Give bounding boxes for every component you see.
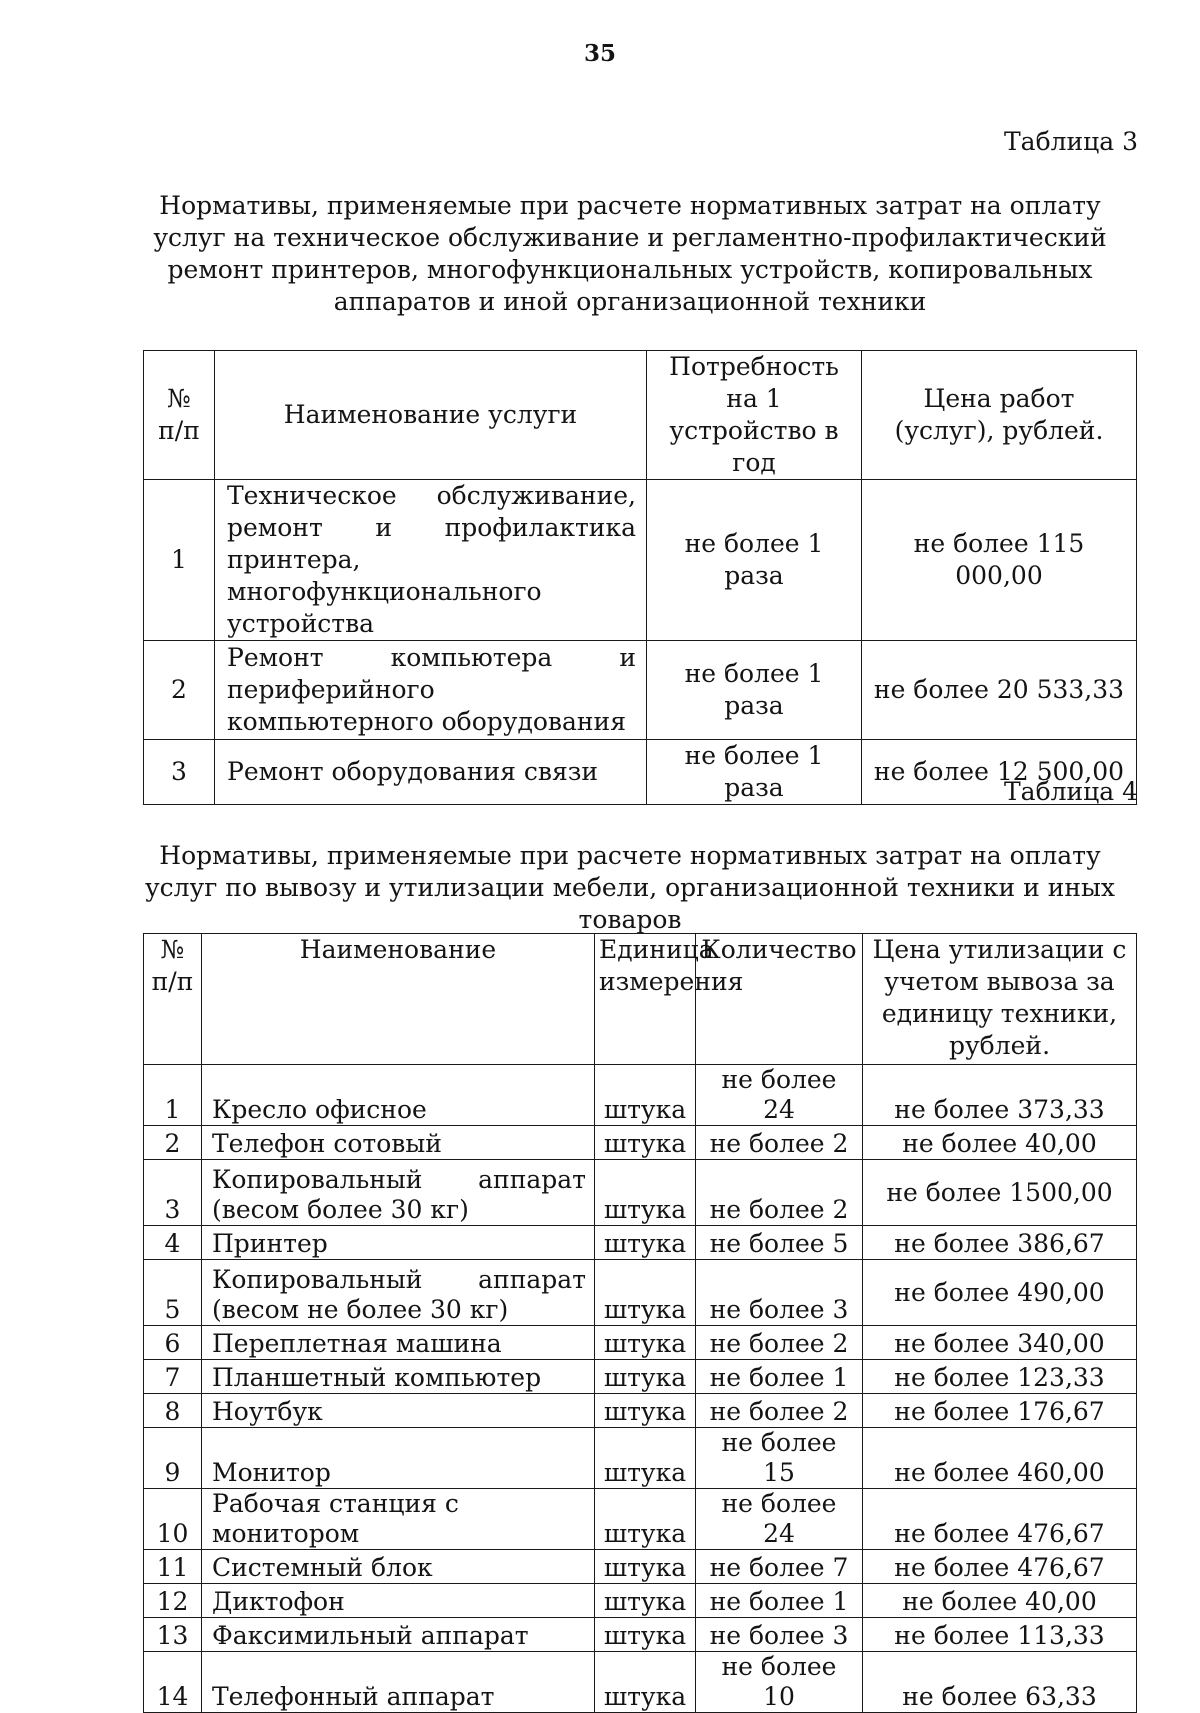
row-num: 7 bbox=[144, 1360, 202, 1394]
row-price: не более 123,33 bbox=[863, 1360, 1137, 1394]
row-num: 6 bbox=[144, 1326, 202, 1360]
row-price: не более 460,00 bbox=[863, 1428, 1137, 1489]
page-number: 35 bbox=[583, 40, 616, 67]
row-num: 2 bbox=[144, 1126, 202, 1160]
row-price: не более 63,33 bbox=[863, 1652, 1137, 1713]
row-price: не более 176,67 bbox=[863, 1394, 1137, 1428]
row-qty: не более 1 bbox=[696, 1584, 863, 1618]
row-name: Монитор bbox=[202, 1428, 595, 1489]
row-num: 2 bbox=[144, 641, 215, 740]
row-name: Техническое обслуживание, ремонт и профилактика принтера, многофункционального устройства bbox=[215, 480, 647, 641]
row-need: не более 1 раза bbox=[647, 740, 862, 805]
row-num: 4 bbox=[144, 1226, 202, 1260]
table-header-row bbox=[144, 351, 1137, 480]
row-num: 9 bbox=[144, 1428, 202, 1489]
row-qty: не более 1 bbox=[696, 1360, 863, 1394]
table-row bbox=[144, 1489, 1137, 1550]
header-name: Наименование услуги bbox=[215, 351, 647, 480]
table-row bbox=[144, 641, 1137, 740]
row-name: Кресло офисное bbox=[202, 1065, 595, 1126]
table-row bbox=[144, 1360, 1137, 1394]
row-price: не более 113,33 bbox=[863, 1618, 1137, 1652]
table-row bbox=[144, 1618, 1137, 1652]
table-row bbox=[144, 1550, 1137, 1584]
row-num: 12 bbox=[144, 1584, 202, 1618]
row-qty: не более 24 bbox=[696, 1489, 863, 1550]
row-num: 11 bbox=[144, 1550, 202, 1584]
row-name: Системный блок bbox=[202, 1550, 595, 1584]
table-row bbox=[144, 1126, 1137, 1160]
row-unit: штука bbox=[595, 1065, 696, 1126]
row-price: не более 340,00 bbox=[863, 1326, 1137, 1360]
row-name: Копировальный аппарат (весом не более 30 кг) bbox=[202, 1260, 595, 1326]
row-num: 8 bbox=[144, 1394, 202, 1428]
row-num: 10 bbox=[144, 1489, 202, 1550]
row-unit: штука bbox=[595, 1260, 696, 1326]
row-qty: не более 15 bbox=[696, 1428, 863, 1489]
row-need: не более 1 раза bbox=[647, 480, 862, 641]
row-num: 5 bbox=[144, 1260, 202, 1326]
row-qty: не более 7 bbox=[696, 1550, 863, 1584]
table4-caption: Таблица 4 bbox=[1003, 777, 1138, 806]
row-name: Ноутбук bbox=[202, 1394, 595, 1428]
row-price: не более 1500,00 bbox=[863, 1160, 1137, 1226]
row-name: Копировальный аппарат (весом более 30 кг) bbox=[202, 1160, 595, 1226]
row-unit: штука bbox=[595, 1126, 696, 1160]
row-unit: штука bbox=[595, 1326, 696, 1360]
row-name: Диктофон bbox=[202, 1584, 595, 1618]
row-num: 3 bbox=[144, 740, 215, 805]
row-price: не более 115 000,00 bbox=[862, 480, 1137, 641]
table-row bbox=[144, 1584, 1137, 1618]
table-row bbox=[144, 1160, 1137, 1226]
row-need: не более 1 раза bbox=[647, 641, 862, 740]
row-price: не более 490,00 bbox=[863, 1260, 1137, 1326]
table-row bbox=[144, 1065, 1137, 1126]
row-unit: штука bbox=[595, 1226, 696, 1260]
header-price: Цена работ (услуг), рублей. bbox=[862, 351, 1137, 480]
row-price: не более 476,67 bbox=[863, 1489, 1137, 1550]
row-qty: не более 2 bbox=[696, 1326, 863, 1360]
row-num: 13 bbox=[144, 1618, 202, 1652]
table-row bbox=[144, 1260, 1137, 1326]
disposal-table bbox=[143, 933, 1137, 1713]
table4-title: Нормативы, применяемые при расчете нормативных затрат на оплату услуг по вывозу и утилизации мебели, организационной техники и иных товаров bbox=[144, 841, 1116, 934]
table-row bbox=[144, 1652, 1137, 1713]
row-price: не более 386,67 bbox=[863, 1226, 1137, 1260]
row-name: Телефонный аппарат bbox=[202, 1652, 595, 1713]
row-qty: не более 2 bbox=[696, 1394, 863, 1428]
row-price: не более 12 500,00 bbox=[862, 740, 1137, 805]
header-need: Потребность на 1 устройство в год bbox=[647, 351, 862, 480]
row-qty: не более 3 bbox=[696, 1618, 863, 1652]
table-header-row bbox=[144, 934, 1137, 1065]
row-name: Принтер bbox=[202, 1226, 595, 1260]
table-row bbox=[144, 1326, 1137, 1360]
row-name: Переплетная машина bbox=[202, 1326, 595, 1360]
row-name: Факсимильный аппарат bbox=[202, 1618, 595, 1652]
row-price: не более 40,00 bbox=[863, 1584, 1137, 1618]
table3-title: Нормативы, применяемые при расчете нормативных затрат на оплату услуг на техническое обслуживание и регламентно-профилактический ремонт принтеров, многофункциональных устройств, копировальных аппаратов и иной организационной техники bbox=[153, 191, 1107, 316]
table-row bbox=[144, 740, 1137, 805]
header-num: № п/п bbox=[144, 934, 202, 1065]
row-qty: не более 10 bbox=[696, 1652, 863, 1713]
row-unit: штука bbox=[595, 1428, 696, 1489]
row-unit: штука bbox=[595, 1160, 696, 1226]
services-table bbox=[143, 350, 1137, 805]
row-name: Телефон сотовый bbox=[202, 1126, 595, 1160]
row-name: Ремонт оборудования связи bbox=[215, 740, 647, 805]
row-num: 3 bbox=[144, 1160, 202, 1226]
row-unit: штука bbox=[595, 1652, 696, 1713]
row-qty: не более 2 bbox=[696, 1160, 863, 1226]
row-unit: штука bbox=[595, 1584, 696, 1618]
row-unit: штука bbox=[595, 1618, 696, 1652]
row-price: не более 476,67 bbox=[863, 1550, 1137, 1584]
table-row bbox=[144, 480, 1137, 641]
row-name: Ремонт компьютера и периферийного компьютерного оборудования bbox=[215, 641, 647, 740]
header-num: № п/п bbox=[144, 351, 215, 480]
row-num: 1 bbox=[144, 1065, 202, 1126]
row-name: Планшетный компьютер bbox=[202, 1360, 595, 1394]
row-num: 14 bbox=[144, 1652, 202, 1713]
row-price: не более 373,33 bbox=[863, 1065, 1137, 1126]
row-unit: штука bbox=[595, 1489, 696, 1550]
header-price: Цена утилизации с учетом вывоза за единицу техники, рублей. bbox=[863, 934, 1137, 1065]
row-price: не более 40,00 bbox=[863, 1126, 1137, 1160]
row-unit: штука bbox=[595, 1550, 696, 1584]
table-row bbox=[144, 1226, 1137, 1260]
header-unit: Единица измерения bbox=[595, 934, 696, 1065]
row-unit: штука bbox=[595, 1394, 696, 1428]
row-qty: не более 24 bbox=[696, 1065, 863, 1126]
row-unit: штука bbox=[595, 1360, 696, 1394]
row-price: не более 20 533,33 bbox=[862, 641, 1137, 740]
row-qty: не более 3 bbox=[696, 1260, 863, 1326]
header-qty: Количество bbox=[696, 934, 863, 1065]
table-row bbox=[144, 1394, 1137, 1428]
header-name: Наименование bbox=[202, 934, 595, 1065]
row-name: Рабочая станция с монитором bbox=[202, 1489, 595, 1550]
row-num: 1 bbox=[144, 480, 215, 641]
table-row bbox=[144, 1428, 1137, 1489]
table3-caption: Таблица 3 bbox=[1003, 127, 1138, 156]
row-qty: не более 2 bbox=[696, 1126, 863, 1160]
row-qty: не более 5 bbox=[696, 1226, 863, 1260]
